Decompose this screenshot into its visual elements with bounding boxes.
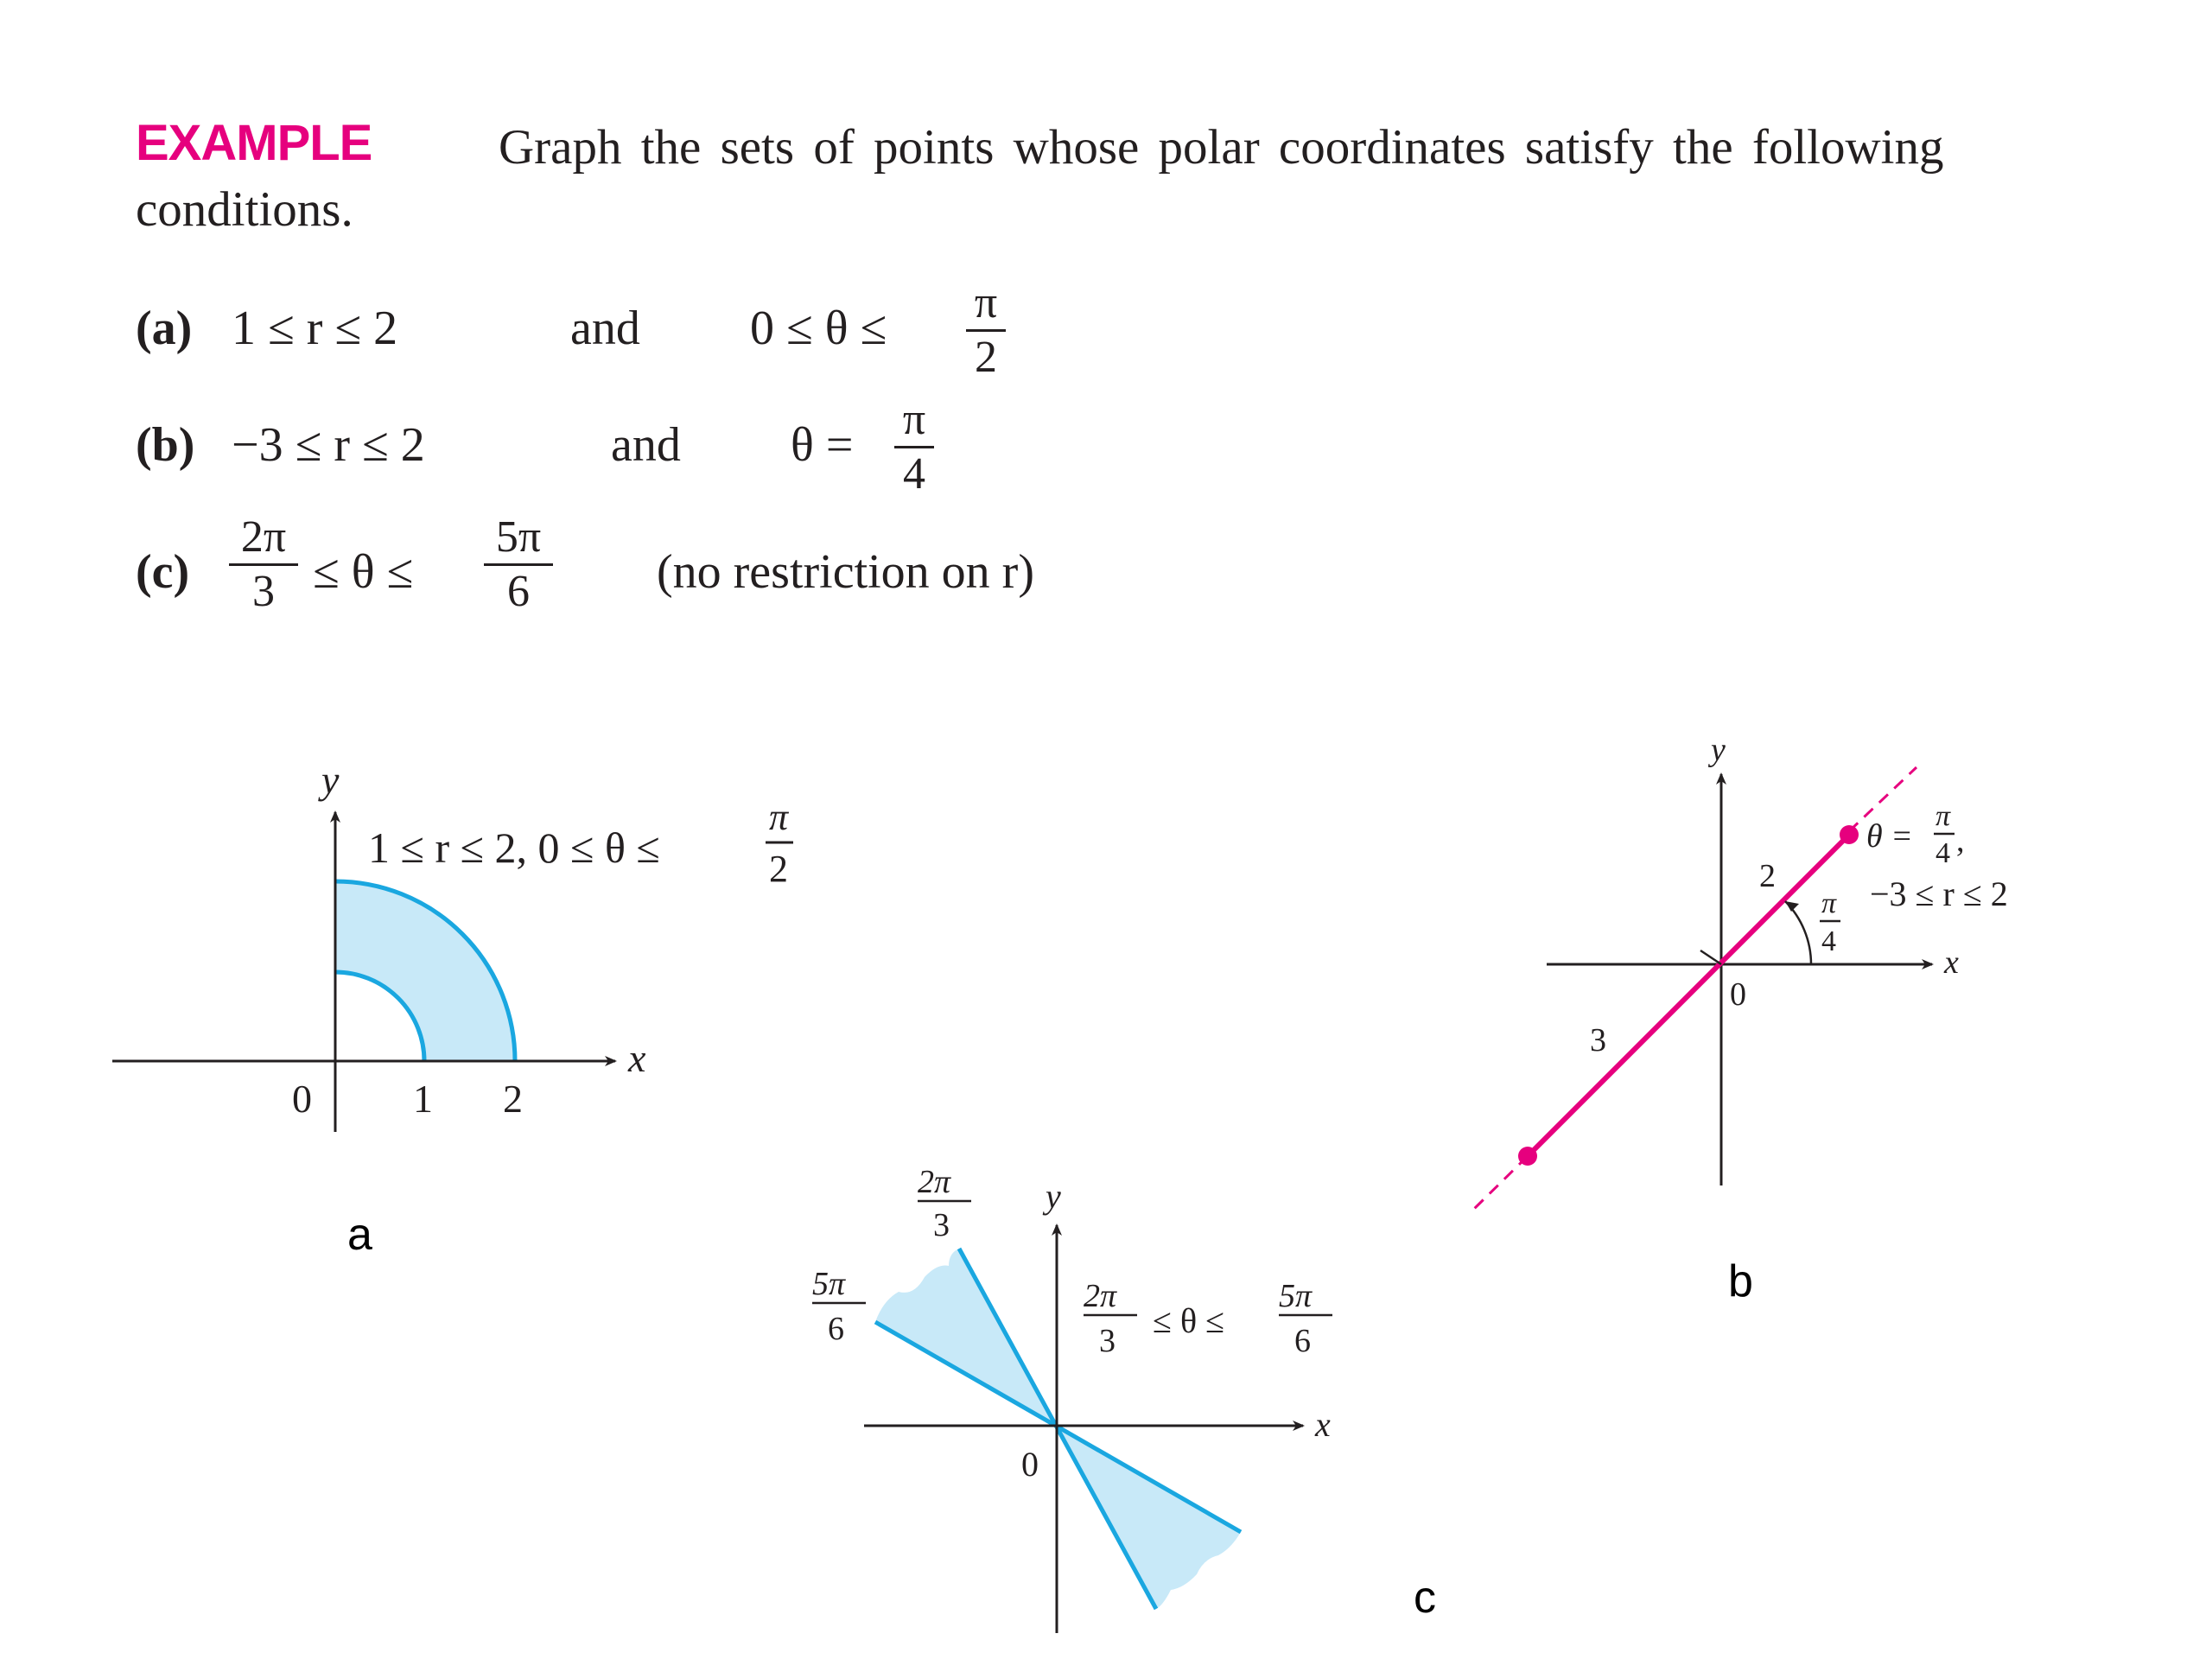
problem-a-cond1: 1 ≤ r ≤ 2 [232,302,398,355]
condition-line-2: −3 ≤ r ≤ 2 [1870,874,2008,913]
problem-b-connector: and [611,418,681,472]
graph-b [1473,732,2008,1210]
x-axis-label: x [1944,944,1959,981]
tick-2-label: 2 [503,1077,523,1121]
condition-prefix: θ = [1866,818,1913,855]
cond-right-num: 5π [1279,1278,1313,1314]
cond-left-den: 3 [1099,1323,1116,1359]
problem-b-cond1: −3 ≤ r ≤ 2 [232,418,425,472]
ray-1-label-den: 3 [933,1207,950,1243]
x-axis-label: x [628,1036,646,1080]
problem-c-middle: ≤ θ ≤ [313,545,414,599]
cond-middle: ≤ θ ≤ [1153,1301,1225,1340]
graph-c [812,1164,1332,1633]
problem-c-note: (no restriction on r) [657,545,1034,599]
problem-a-cond2: 0 ≤ θ ≤ [750,302,887,355]
cond-left-num: 2π [1084,1278,1117,1314]
endpoint-negative [1518,1147,1537,1166]
region-condition-den: 2 [769,848,788,890]
ray-segment [1528,835,1849,1156]
angle-label-den: 4 [1821,925,1836,957]
problem-a-label: (a) [136,302,193,355]
x-axis-label: x [1315,1405,1331,1444]
condition-den: 4 [1936,837,1950,869]
origin-label: 0 [292,1077,312,1121]
origin-label: 0 [1730,976,1746,1013]
ray-2-label-den: 6 [828,1311,844,1347]
condition-comma: , [1956,823,1965,859]
problem-c-fraction-left: 2π 3 [229,515,298,614]
problem-a-connector: and [570,302,640,355]
length-2-label: 2 [1759,858,1776,894]
intro-line-1: Graph the sets of points whose polar coordinates satisfy the following [499,120,1944,175]
intro-line-2: conditions. [136,182,353,237]
problem-c-fraction-right: 5π 6 [484,515,553,614]
angle-arc [1785,901,1811,964]
endpoint-positive [1840,825,1859,844]
region-condition-num: π [769,796,789,838]
example-heading: EXAMPLE [136,115,372,171]
cond-right-den: 6 [1294,1323,1311,1359]
length-3-label: 3 [1590,1022,1606,1058]
graph-a [112,758,793,1132]
y-axis-label: y [321,758,340,802]
problem-c-label: (c) [136,545,190,599]
dashed-extension-lower [1473,1156,1528,1210]
caption-b: b [1728,1256,1753,1306]
ray-2-label-num: 5π [812,1266,846,1302]
ray-1-label-num: 2π [918,1164,951,1200]
region-condition: 1 ≤ r ≤ 2, 0 ≤ θ ≤ [368,823,660,872]
y-axis-label: y [1046,1177,1061,1216]
annulus-sector-region [335,881,515,1061]
condition-num: π [1936,800,1951,832]
angle-arc-arrowhead-icon [1785,901,1799,912]
negative-angle-tick [1700,950,1721,964]
problem-a-fraction: π 2 [966,281,1006,380]
tick-1-label: 1 [413,1077,433,1121]
problem-b-cond2: θ = [791,418,854,472]
angle-label-num: π [1821,887,1837,919]
caption-a: a [347,1210,372,1260]
problem-b-fraction: π 4 [894,397,934,497]
problem-b-label: (b) [136,418,195,472]
caption-c: c [1414,1573,1436,1623]
origin-label: 0 [1021,1445,1039,1484]
y-axis-label: y [1711,732,1726,768]
